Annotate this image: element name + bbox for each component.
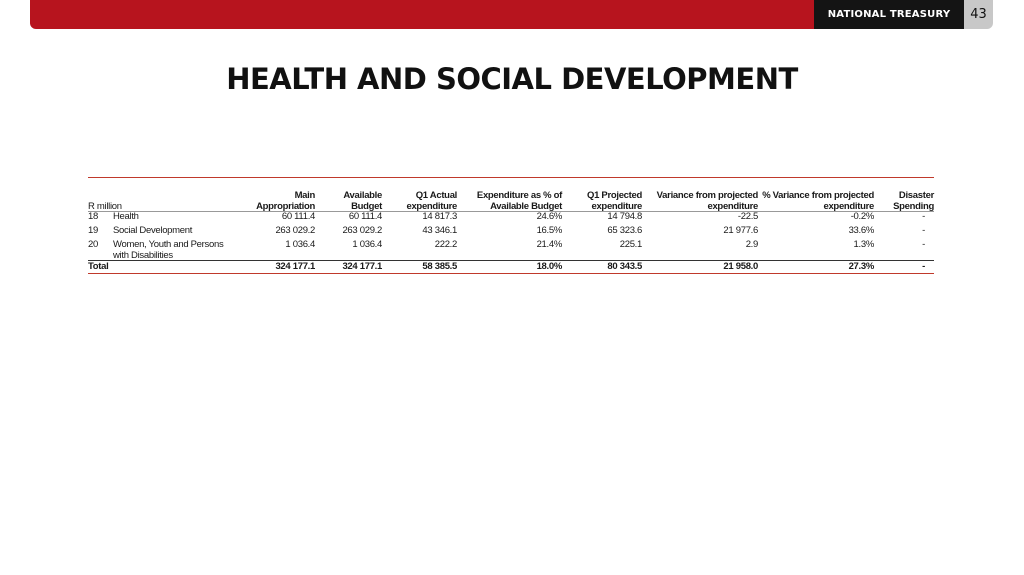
table-row <box>88 212 934 226</box>
cell-value: -22.5 <box>737 211 759 222</box>
table-header-row <box>88 190 934 212</box>
cell-value: 1 036.4 <box>285 239 316 250</box>
cell-value: 21.4% <box>536 239 563 250</box>
column-header: Available Budget <box>343 190 383 212</box>
vote-number: 18 <box>88 211 98 222</box>
table-row <box>88 240 934 262</box>
cell-value: - <box>922 211 926 222</box>
cell-value: 16.5% <box>536 225 563 236</box>
vote-number: 20 <box>88 239 98 250</box>
brand-label: NATIONAL TREASURY <box>814 0 964 29</box>
cell-value: 222.2 <box>434 239 458 250</box>
column-header: Q1 Actual expenditure <box>406 190 458 212</box>
column-header: Variance from projected expenditure <box>656 190 759 212</box>
total-value: 80 343.5 <box>607 261 643 272</box>
page-number: 43 <box>964 0 993 29</box>
cell-value: 60 111.4 <box>281 211 316 222</box>
expenditure-table <box>88 190 934 274</box>
unit-label: R million <box>88 201 122 212</box>
column-header: Disaster Spending <box>893 190 935 212</box>
slide-title: HEALTH AND SOCIAL DEVELOPMENT <box>226 62 798 96</box>
column-header: Expenditure as % of Available Budget <box>476 190 563 212</box>
cell-value: - <box>922 225 926 236</box>
cell-value: 24.6% <box>536 211 563 222</box>
column-header: Q1 Projected expenditure <box>587 190 643 212</box>
cell-value: 2.9 <box>745 239 759 250</box>
total-value: 324 177.1 <box>275 261 316 272</box>
cell-value: 1 036.4 <box>352 239 383 250</box>
cell-value: -0.2% <box>850 211 875 222</box>
total-value: 27.3% <box>848 261 875 272</box>
column-header: % Variance from projected expenditure <box>762 190 875 212</box>
total-label: Total <box>88 261 109 272</box>
total-row <box>88 262 934 274</box>
vote-number: 19 <box>88 225 98 236</box>
cell-value: 263 029.2 <box>342 225 383 236</box>
cell-value: 21 977.6 <box>723 225 759 236</box>
cell-value: 33.6% <box>848 225 875 236</box>
cell-value: 263 029.2 <box>275 225 316 236</box>
cell-value: 60 111.4 <box>348 211 383 222</box>
cell-value: 14 817.3 <box>422 211 458 222</box>
department-name: Social Development <box>113 225 193 236</box>
cell-value: 1.3% <box>853 239 875 250</box>
total-value: 324 177.1 <box>342 261 383 272</box>
cell-value: 14 794.8 <box>607 211 643 222</box>
total-value: 18.0% <box>536 261 563 272</box>
table-row <box>88 226 934 240</box>
column-header: Main Appropriation <box>256 190 316 212</box>
total-value: - <box>922 261 926 272</box>
table-top-rule <box>88 177 934 178</box>
header-bar <box>30 0 814 29</box>
department-name: Health <box>113 211 139 222</box>
cell-value: - <box>922 239 926 250</box>
department-name: Women, Youth and Persons with Disabilities <box>113 239 224 261</box>
total-value: 21 958.0 <box>723 261 759 272</box>
cell-value: 225.1 <box>619 239 643 250</box>
cell-value: 43 346.1 <box>422 225 458 236</box>
cell-value: 65 323.6 <box>607 225 643 236</box>
total-value: 58 385.5 <box>422 261 458 272</box>
